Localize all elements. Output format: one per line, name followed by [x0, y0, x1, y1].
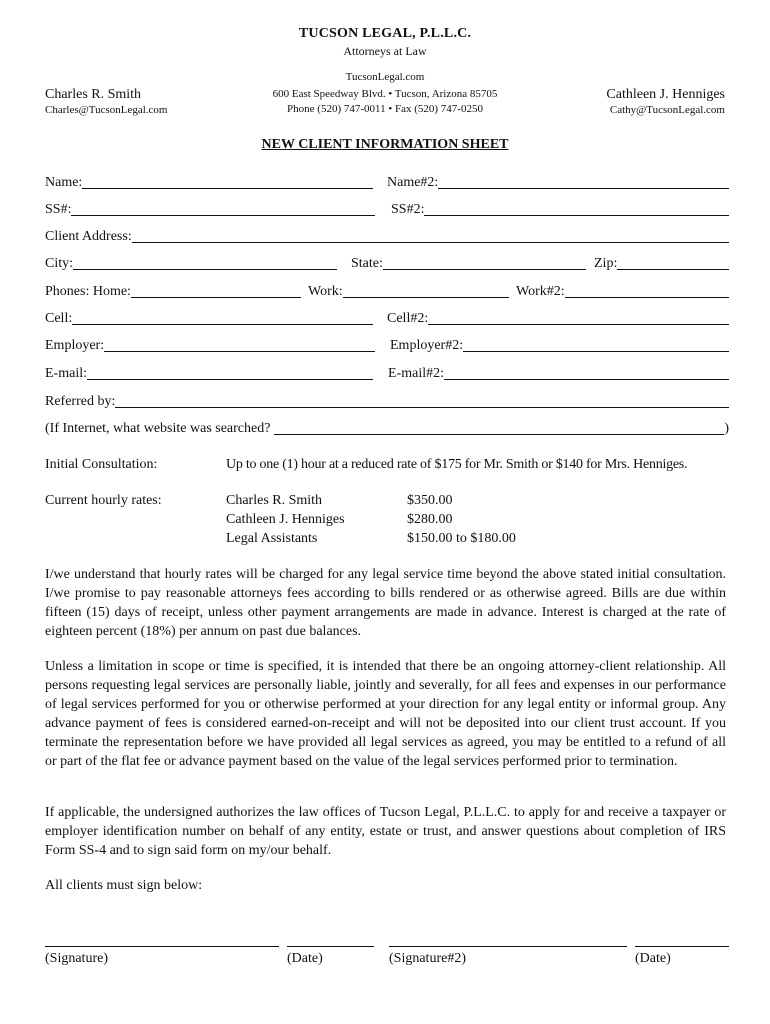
work-label: Work: [308, 284, 343, 299]
internet-question-label: (If Internet, what website was searched? [45, 421, 271, 436]
phone-home-field[interactable] [45, 281, 301, 301]
cell2-label: Cell#2: [387, 311, 429, 326]
name2-label: Name#2: [387, 175, 439, 190]
authorization-paragraph: If applicable, the undersigned authorizes the law offices of Tucson Legal, P.L.L.C. to apply for and receive a taxpayer or employer identification number on behalf of any entity, estate or trust, and answer questions about completion of IRS Form SS-4 and to sign said form on my/our behalf. [45, 805, 726, 858]
referred-by-field[interactable] [45, 391, 729, 411]
signature2-label: (Signature#2) [389, 951, 466, 966]
state-field[interactable] [351, 253, 586, 273]
email-label: E-mail: [45, 366, 87, 381]
rate-who-3: Legal Assistants [226, 531, 318, 546]
client-address-field[interactable] [45, 226, 729, 246]
cell2-line[interactable] [428, 310, 729, 325]
consultation-text: Up to one (1) hour at a reduced rate of $175 for Mr. Smith or $140 for Mrs. Henniges. [226, 457, 688, 472]
email-field[interactable] [45, 363, 373, 383]
work-field[interactable] [308, 281, 509, 301]
zip-line[interactable] [617, 255, 729, 270]
rate-value-2: $280.00 [407, 512, 453, 527]
signature-line[interactable] [45, 946, 279, 948]
employer-field[interactable] [45, 335, 375, 355]
email2-field[interactable] [388, 363, 729, 383]
ss2-label: SS#2: [391, 202, 425, 217]
row-email [45, 363, 729, 383]
city-label: City: [45, 256, 74, 271]
form-title: NEW CLIENT INFORMATION SHEET [261, 137, 509, 152]
work2-field[interactable] [516, 281, 729, 301]
firm-phone-fax: Phone (520) 747-0011 • Fax (520) 747-0250 [287, 103, 483, 115]
date2-line[interactable] [635, 946, 729, 948]
rates-label: Current hourly rates: [45, 493, 162, 508]
employer2-field[interactable] [390, 335, 729, 355]
firm-website: TucsonLegal.com [345, 71, 425, 83]
name-label: Name: [45, 175, 83, 190]
fee-agreement-paragraph: I/we understand that hourly rates will be charged for any legal service time beyond the above stated initial consultation. I/we promise to pay reasonable attorneys fees according to bills rendered or as otherwise agreed. Bills are due within fifteen (15) days of receipt, unless other payment arrangements are made in advance. Interest is charged at the rate of eighteen percent (18%) per annum on past due balances. [45, 567, 726, 639]
date-line[interactable] [287, 946, 374, 948]
state-line[interactable] [383, 255, 586, 270]
row-internet [45, 418, 729, 438]
email-line[interactable] [87, 365, 373, 380]
cell-line[interactable] [72, 310, 373, 325]
scope-paragraph: Unless a limitation in scope or time is specified, it is intended that there be an ongoing attorney-client relationship. All persons requesting legal services are personally liable, jointly and severally, for all fees and expenses in our performance of legal services performed for you or otherwise performed at your direction for any legal entity or informal group. Any advance payment of fees is considered earned-on-receipt and will not be deposited into our client trust account. If you terminate the representation before we have provided all legal services as agreed, you may be entitled to a refund of all or part of the flat fee or advance payment based on the value of the legal services performed prior to termination. [45, 659, 726, 769]
employer-label: Employer: [45, 338, 105, 353]
date-label: (Date) [287, 951, 323, 966]
ss2-field[interactable] [391, 199, 729, 219]
left-attorney-name: Charles R. Smith [45, 87, 142, 102]
rate-who-2: Cathleen J. Henniges [226, 512, 345, 527]
firm-name: TUCSON LEGAL, P.L.L.C. [298, 26, 472, 41]
referred-by-line[interactable] [115, 393, 729, 408]
row-cell [45, 308, 729, 328]
rate-who-1: Charles R. Smith [226, 493, 323, 508]
ss-field[interactable] [45, 199, 375, 219]
date2-label: (Date) [635, 951, 671, 966]
name-field[interactable] [45, 172, 373, 192]
name-line[interactable] [82, 174, 373, 189]
cell2-field[interactable] [387, 308, 729, 328]
internet-website-field[interactable] [45, 418, 729, 438]
right-attorney-email: Cathy@TucsonLegal.com [609, 104, 725, 116]
signature2-line[interactable] [389, 946, 627, 948]
row-phones [45, 281, 729, 301]
right-attorney-name: Cathleen J. Henniges [606, 87, 725, 102]
row-ss [45, 199, 729, 219]
state-label: State: [351, 256, 383, 271]
client-address-line[interactable] [132, 228, 729, 243]
work-line[interactable] [343, 283, 509, 298]
signature-label: (Signature) [45, 951, 108, 966]
city-line[interactable] [73, 255, 337, 270]
email2-label: E-mail#2: [388, 366, 444, 381]
row-city-state-zip [45, 253, 729, 273]
internet-website-line[interactable] [274, 420, 724, 435]
rate-value-1: $350.00 [407, 493, 453, 508]
referred-by-label: Referred by: [45, 394, 116, 409]
left-attorney-email: Charles@TucsonLegal.com [45, 104, 168, 116]
employer2-line[interactable] [463, 337, 729, 352]
row-address [45, 226, 729, 246]
city-field[interactable] [45, 253, 337, 273]
firm-address: 600 East Speedway Blvd. • Tucson, Arizona 85705 [272, 88, 498, 100]
ss-line[interactable] [71, 201, 375, 216]
work2-line[interactable] [565, 283, 729, 298]
row-name [45, 172, 729, 192]
employer2-label: Employer#2: [390, 338, 464, 353]
work2-label: Work#2: [516, 284, 565, 299]
name2-field[interactable] [387, 172, 729, 192]
client-address-label: Client Address: [45, 229, 132, 244]
zip-field[interactable] [594, 253, 729, 273]
cell-label: Cell: [45, 311, 73, 326]
name2-line[interactable] [438, 174, 729, 189]
rate-value-3: $150.00 to $180.00 [407, 531, 516, 546]
row-employer [45, 335, 729, 355]
sign-instruction: All clients must sign below: [45, 878, 203, 893]
zip-label: Zip: [594, 256, 618, 271]
cell-field[interactable] [45, 308, 373, 328]
consultation-label: Initial Consultation: [45, 457, 158, 472]
employer-line[interactable] [104, 337, 375, 352]
ss-label: SS#: [45, 202, 72, 217]
email2-line[interactable] [444, 365, 729, 380]
internet-close-paren: ) [724, 421, 729, 436]
phone-home-label: Phones: Home: [45, 284, 131, 299]
row-referred [45, 391, 729, 411]
firm-subtitle: Attorneys at Law [343, 44, 427, 58]
phone-home-line[interactable] [131, 283, 301, 298]
ss2-line[interactable] [424, 201, 729, 216]
